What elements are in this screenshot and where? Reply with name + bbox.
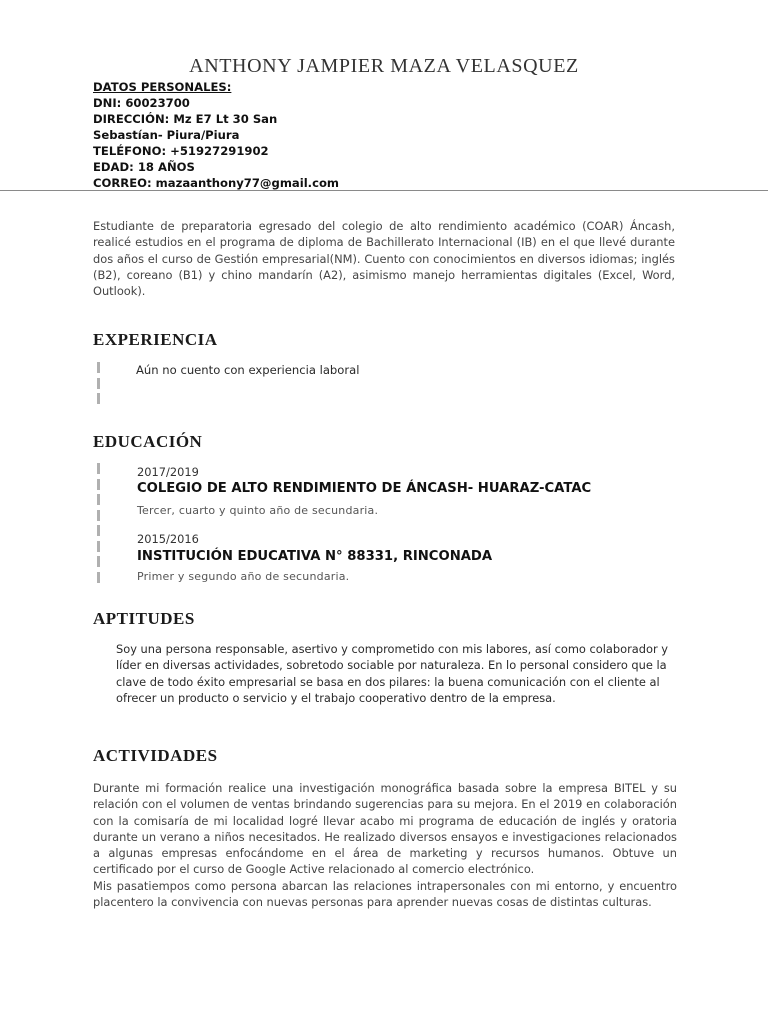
email-line: CORREO: mazaanthony77@gmail.com xyxy=(93,176,339,190)
experience-title: EXPERIENCIA xyxy=(93,330,218,349)
education-2-school: INSTITUCIÓN EDUCATIVA N° 88331, RINCONADA xyxy=(137,549,493,564)
education-1-school: COLEGIO DE ALTO RENDIMIENTO DE ÁNCASH- HUARAZ-CATAC xyxy=(137,481,592,496)
experience-bar-marker xyxy=(97,362,101,409)
education-1-years: 2017/2019 xyxy=(137,465,199,479)
experience-text: Aún no cuento con experiencia laboral xyxy=(136,363,360,377)
header-divider xyxy=(0,190,768,191)
education-title: EDUCACIÓN xyxy=(93,432,203,451)
activities-paragraph: Durante mi formación realice una investigación monográfica basada sobre la empresa BITEL y su relación con el volumen de ventas brindando sugerencias para su mejora. En el 2019 en colaboración con la comisaría de mi localidad logré llevar acabo mi programa de educación de inglés y oratoria durante un verano a niños necesitados. He realizado diversos ensayos e investigaciones relacionados a algunas empresas enfocándome en el área de marketing y recursos humanos. Obtuve un certificado por el curso de Google Active relacionado al comercio electrónico. xyxy=(93,781,677,877)
phone-line: TELÉFONO: +51927291902 xyxy=(93,144,269,158)
personal-data-heading: DATOS PERSONALES: xyxy=(93,80,232,94)
page-title: ANTHONY JAMPIER MAZA VELASQUEZ xyxy=(189,55,579,77)
activities-text xyxy=(93,780,677,910)
education-1-detail: Tercer, cuarto y quinto año de secundaria. xyxy=(137,504,379,517)
aptitudes-title: APTITUDES xyxy=(93,609,195,628)
education-bar-marker xyxy=(97,463,101,587)
activities-title: ACTIVIDADES xyxy=(93,746,218,765)
personal-data-block xyxy=(93,79,413,191)
education-2-years: 2015/2016 xyxy=(137,532,199,546)
aptitudes-text: Soy una persona responsable, asertivo y comprometido con mis labores, así como colaborador y líder en diversas actividades, sobretodo sociable por naturaleza. En lo personal considero que la clave de todo éxito empresarial se basa en dos pilares: la buena comunicación con el cliente al ofrecer un producto o servicio y el trabajo cooperativo dentro de la empresa. xyxy=(116,642,668,705)
dni-line: DNI: 60023700 xyxy=(93,96,190,110)
age-line: EDAD: 18 AÑOS xyxy=(93,160,195,174)
hobbies-paragraph: Mis pasatiempos como persona abarcan las relaciones intrapersonales con mi entorno, y encuentro placentero la convivencia con nuevas personas para aprender nuevas cosas de distintas culturas. xyxy=(93,878,677,910)
profile-summary: Estudiante de preparatoria egresado del colegio de alto rendimiento académico (COAR) Áncash, realicé estudios en el programa de diploma de Bachillerato Internacional (IB) en el que llevé durante dos años el curso de Gestión empresarial(NM). Cuento con conocimientos en diversos idiomas; inglés (B2), coreano (B1) y chino mandarín (A2), asimismo manejo herramientas digitales (Excel, Word, Outlook). xyxy=(93,219,675,299)
address-line: DIRECCIÓN: Mz E7 Lt 30 San xyxy=(93,112,278,126)
address-line-2: Sebastían- Piura/Piura xyxy=(93,128,240,142)
education-2-detail: Primer y segundo año de secundaria. xyxy=(137,570,350,583)
